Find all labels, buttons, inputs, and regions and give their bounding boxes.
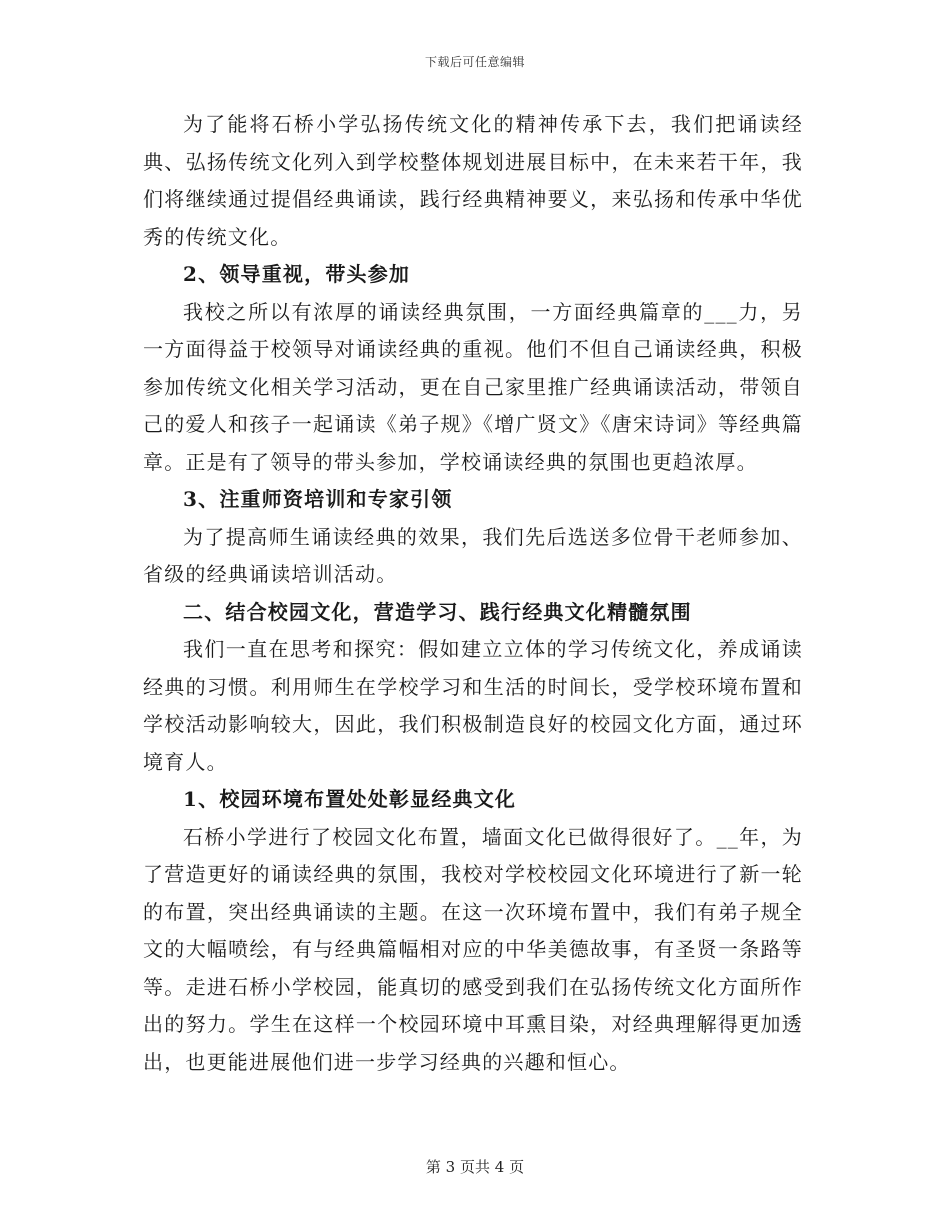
paragraph: 石桥小学进行了校园文化布置，墙面文化已做得很好了。__年，为了营造更好的诵读经典的氛围，我校对学校校园文化环境进行了新一轮的布置，突出经典诵读的主题。在这一次环境布置中，我们有弟子规全文的大幅喷绘，有与经典篇幅相对应的中华美德故事，有圣贤一条路等等。走进石桥小学校园，能真切的感受到我们在弘扬传统文化方面所作出的努力。学生在这样一个校园环境中耳熏目染，对经典理解得更加透出，也更能进展他们进一步学习经典的兴趣和恒心。 (143, 824, 803, 1074)
section-heading: 二、结合校园文化，营造学习、践行经典文化精髓氛围 (183, 599, 692, 624)
page-footer: 第 3 页共 4 页 (425, 1158, 525, 1176)
section-heading: 2、领导重视，带头参加 (183, 262, 411, 286)
paragraph: 我校之所以有浓厚的诵读经典氛围，一方面经典篇章的___力，另一方面得益于校领导对诵读经典的重视。他们不但自己诵读经典，积极参加传统文化相关学习活动，更在自己家里推广经典诵读活动，带领自己的爱人和孩子一起诵读《弟子规》《增广贤文》《唐宋诗词》等经典篇章。正是有了领导的带头参加，学校诵读经典的氛围也更趋浓厚。 (143, 299, 803, 474)
paragraph: 为了提高师生诵读经典的效果，我们先后选送多位骨干老师参加、省级的经典诵读培训活动。 (143, 524, 803, 586)
section-heading: 1、校园环境布置处处彰显经典文化 (183, 787, 517, 811)
paragraph: 为了能将石桥小学弘扬传统文化的精神传承下去，我们把诵读经典、弘扬传统文化列入到学校整体规划进展目标中，在未来若干年，我们将继续通过提倡经典诵读，践行经典精神要义，来弘扬和传承中华优秀的传统文化。 (143, 112, 803, 249)
document-body (143, 106, 803, 1081)
section-heading: 3、注重师资培训和专家引领 (183, 487, 453, 511)
paragraph: 我们一直在思考和探究：假如建立立体的学习传统文化，养成诵读经典的习惯。利用师生在学校学习和生活的时间长，受学校环境布置和学校活动影响较大，因此，我们积极制造良好的校园文化方面，通过环境育人。 (143, 637, 803, 774)
page-header: 下载后可任意编辑 (424, 55, 525, 69)
